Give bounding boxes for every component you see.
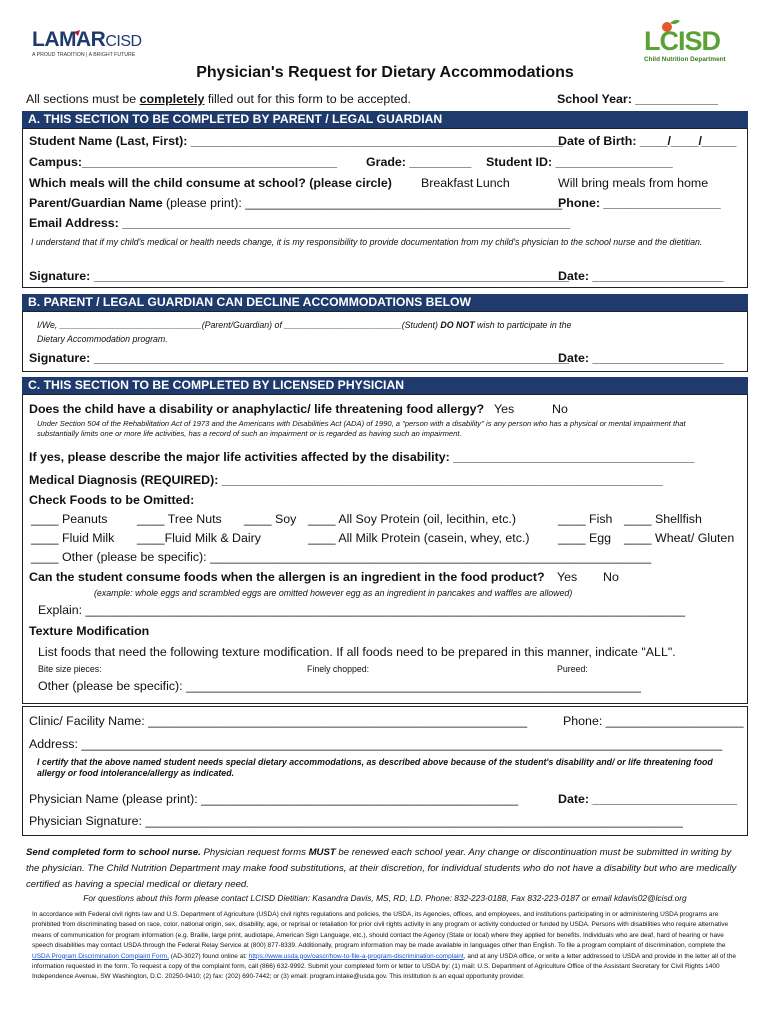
food-tree-nuts[interactable]: ____ Tree Nuts [137,512,222,526]
parent-statement: I understand that if my child's medical or health needs change, it is my responsibility to provide documentation from my child's physician to the school nurse and the dietitian. [31,237,703,247]
ingredient-example: (example: whole eggs and scrambled eggs are omitted however egg as an ingredient in pancakes and waffles are allowed) [94,588,573,598]
disability-question: Does the child have a disability or anaphylactic/ life threatening food allergy? [29,402,485,416]
food-fluid-milk-dairy[interactable]: ____Fluid Milk & Dairy [137,531,261,545]
parent-signature-field[interactable]: Signature: _____________________________________________________________________ [29,269,570,283]
submission-notice [26,845,742,893]
section-a-heading: A. THIS SECTION TO BE COMPLETED BY PARENT / LEGAL GUARDIAN [22,111,748,128]
meals-question: Which meals will the child consume at school? (please circle) [29,176,392,190]
lcisd-logo-tagline: Child Nutrition Department [644,56,726,63]
ingredient-no-option[interactable]: No [603,570,619,584]
decline-text-1: I/We, _____________________________(Parent/Guardian) of ________________________(Student) [37,320,441,330]
food-shellfish[interactable]: ____ Shellfish [624,512,702,526]
send-to-nurse: Send completed form to school nurse. [26,847,201,858]
meal-option-bring-from-home[interactable]: Will bring meals from home [558,176,709,190]
student-id-field[interactable]: Student ID: _________________ [486,155,673,169]
decline-signature-date-field[interactable]: Date: ___________________ [558,351,724,365]
food-peanuts[interactable]: ____ Peanuts [31,512,108,526]
physician-date-field[interactable]: Date: _____________________ [558,792,738,806]
instructions-before: All sections must be [26,92,140,106]
usda-complaint-url-link[interactable]: https://www.usda.gov/oascr/how-to-file-a-program-discrimination-complaint [248,952,464,960]
food-all-milk-protein[interactable]: ____ All Milk Protein (casein, whey, etc.) [308,531,530,545]
texture-heading: Texture Modification [29,624,150,638]
lcisd-logo-name: LCISD [644,26,720,56]
student-name-field[interactable]: Student Name (Last, First): ______________________________________________________ [29,134,563,148]
section-c-heading: C. THIS SECTION TO BE COMPLETED BY LICENSED PHYSICIAN [22,377,748,394]
finely-chopped-field[interactable]: Finely chopped: [307,664,370,674]
lcisd-logo [642,18,742,64]
date-of-birth-field[interactable]: Date of Birth: ____/____/_____ [558,134,737,148]
food-other-field[interactable]: ____ Other (please be specific): ________________________________________________________________ [31,550,652,564]
food-all-soy-protein[interactable]: ____ All Soy Protein (oil, lecithin, etc.) [308,512,516,526]
parent-name-field[interactable] [29,196,562,210]
texture-instructions: List foods that need the following texture modification. If all foods need to be prepared in this manner, indicate "ALL". [38,645,676,659]
food-egg[interactable]: ____ Egg [558,531,612,545]
instructions-after: filled out for this form to be accepted. [204,92,411,106]
usda-complaint-form-link[interactable]: USDA Program Discrimination Complaint Form, [32,952,169,960]
pureed-field[interactable]: Pureed: [557,664,588,674]
food-wheat-gluten[interactable]: ____ Wheat/ Gluten [624,531,735,545]
ingredient-yes-option[interactable]: Yes [557,570,578,584]
decline-statement[interactable] [37,320,571,331]
ingredient-question: Can the student consume foods when the allergen is an ingredient in the food product? [29,570,545,584]
parent-phone-field[interactable]: Phone: _________________ [558,196,721,210]
campus-field[interactable]: Campus:_____________________________________ [29,155,337,169]
usda-text-2: (AD-3027) found online at: [168,952,249,960]
food-fluid-milk[interactable]: ____ Fluid Milk [31,531,115,545]
lamar-logo-suffix: CISD [105,33,142,50]
decline-text-3: Dietary Accommodation program. [37,334,168,344]
food-soy[interactable]: ____ Soy [244,512,297,526]
usda-text-3: , and at any USDA office, or write a letter addressed to USDA and provide in the letter all of the information requested in the form. To request a copy of the complaint form, call (866) 632-9992. Submit your completed form or letter to USDA by: (1) mail: U.S. Department of Agriculture Office of the Assistant Secretary for Civil Rights 1400 Independence Avenue, SW Washington, D.C. 20250-9410; (2) fax: (202) 690-7442; or (3) email: program.intake@usda.gov. This institution is an equal opportunity provider. [32,952,737,981]
ada-note: Under Section 504 of the Rehabilitation Act of 1973 and the Americans with Disabilities Act (ADA) of 1990, a "person with a disability" is any person who has a physical or mental impairment that substantially limits one or more life activities, has a record of such an impairment or is regarded as having such an impairment. [37,419,686,438]
grade-field[interactable]: Grade: _________ [366,155,472,169]
dietitian-contact: For questions about this form please contact LCISD Dietitian: Kasandra Davis, MS, RD, LD. Phone: 832-223-0188, Fax 832-223-0187 or email kdavis02@lcisd.org [83,893,687,903]
usda-text-1: In accordance with Federal civil rights law and U.S. Department of Agriculture (USDA) civil rights regulations and policies, the USDA, its Agencies, offices, and employees, and institutions participating in or administering USDA programs are prohibited from discriminating based on race, color, national origin, sex, disability, age, or reprisal or retaliation for prior civil rights activity in any program or activity conducted or funded by USDA. Persons with disabilities who require alternative means of communication for program information (e.g. Braille, large print, audiotape, American Sign Language, etc.), should contact the Agency (State or local) where they applied for benefits. Individuals who are deaf, hard of hearing or have speech disabilities may contact USDA through the Federal Relay Service at (800) 877-8339. Additionally, program information may be made available in languages other than English. To file a program complaint of discrimination, complete the [32,911,729,950]
meal-option-lunch[interactable]: Lunch [476,176,510,190]
send-rest-2: be renewed each school year. Any change or discontinuation must be submitted in writing by the physician. The Child Nutrition Department may make food substitutions, at their discretion, for individual students who do not have a disability but who are medically certified as having a special medical or dietary need. [26,847,737,890]
lamar-logo-name: LAMAR [32,28,106,51]
clinic-address-field[interactable]: Address: _____________________________________________________________________________________________ [29,737,723,751]
send-rest-1: Physician request forms [200,847,309,858]
medical-diagnosis-field[interactable]: Medical Diagnosis (REQUIRED): ________________________________________________________________ [29,473,663,487]
physician-certification: I certify that the above named student needs special dietary accommodations, as described above because of the student's disability and/ or life threatening food allergy or food intolerance/allergy as indicated. [37,757,713,778]
bite-size-field[interactable]: Bite size pieces: [38,664,102,674]
lamar-cisd-logo [30,28,160,62]
explain-field[interactable]: Explain: _______________________________________________________________________________________ [38,603,686,617]
must-emphasis: MUST [308,847,336,858]
decline-signature-field[interactable]: Signature: _____________________________________________________________________ [29,351,570,365]
decline-do-not: DO NOT [440,320,475,330]
food-fish[interactable]: ____ Fish [558,512,613,526]
physician-name-field[interactable]: Physician Name (please print): ______________________________________________ [29,792,519,806]
life-activities-field[interactable]: If yes, please describe the major life activities affected by the disability: ___________________________________ [29,450,695,464]
page-title: Physician's Request for Dietary Accommodations [196,64,574,81]
parent-name-hint: (please print): ______________________________________________ [162,196,563,210]
meal-option-breakfast[interactable]: Breakfast [421,176,474,190]
disability-yes-option[interactable]: Yes [494,402,515,416]
physician-signature-field[interactable]: Physician Signature: ______________________________________________________________________________ [29,814,683,828]
instructions-emphasis: completely [139,92,205,106]
school-year-field[interactable]: School Year: ____________ [557,92,718,106]
parent-signature-date-field[interactable]: Date: ___________________ [558,269,724,283]
email-field[interactable]: Email Address: _________________________________________________________________ [29,216,571,230]
usda-nondiscrimination-statement [32,910,740,983]
section-b-heading: B. PARENT / LEGAL GUARDIAN CAN DECLINE ACCOMMODATIONS BELOW [22,294,748,311]
lamar-logo-tagline: A PROUD TRADITION | A BRIGHT FUTURE [32,52,136,58]
check-foods-label: Check Foods to be Omitted: [29,493,195,507]
parent-name-label: Parent/Guardian Name [29,196,163,210]
clinic-phone-field[interactable]: Phone: ____________________ [563,714,744,728]
instructions [26,92,411,106]
disability-no-option[interactable]: No [552,402,568,416]
clinic-name-field[interactable]: Clinic/ Facility Name: _______________________________________________________ [29,714,528,728]
decline-text-2: wish to participate in the [474,320,572,330]
texture-other-field[interactable]: Other (please be specific): __________________________________________________________________ [38,679,641,693]
